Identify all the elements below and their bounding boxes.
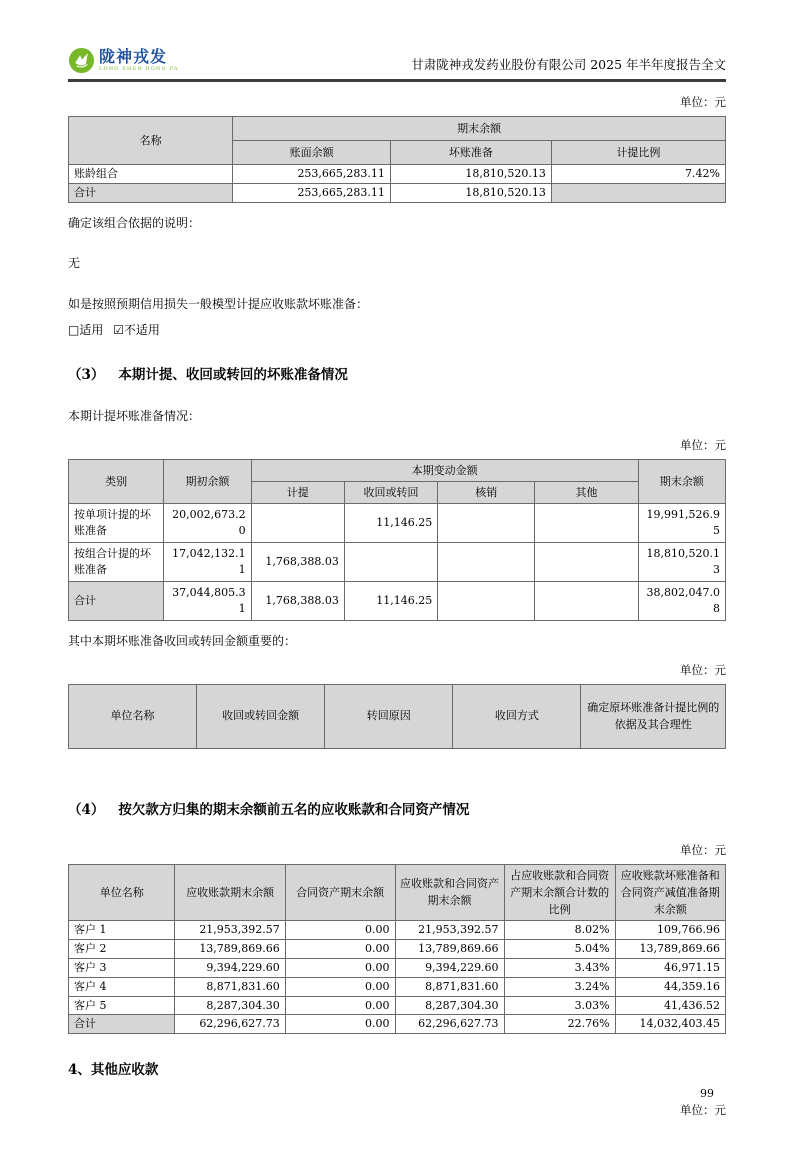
- aging-combination-table: [68, 116, 726, 203]
- col-header-proportion: 占应收账款和合同资产期末余额合计数的比例: [504, 864, 615, 920]
- total-balance-cell: 13,789,869.66: [395, 939, 504, 958]
- proportion-cell: 22.76%: [504, 1015, 615, 1034]
- unit-label: 单位：元: [680, 662, 726, 677]
- ar-balance-cell: 21,953,392.57: [175, 920, 285, 939]
- applicability-row: [68, 321, 726, 338]
- book-balance-cell: 253,665,283.11: [233, 165, 391, 184]
- col-header-written-off: 核销: [438, 482, 535, 504]
- recovered-cell: 11,146.25: [344, 504, 437, 543]
- total-balance-cell: 21,953,392.57: [395, 920, 504, 939]
- table-row: [69, 504, 726, 543]
- begin-cell: 17,042,132.11: [164, 542, 251, 581]
- proportion-cell: 5.04%: [504, 939, 615, 958]
- col-header-name: 名称: [69, 117, 233, 165]
- unit-label: 单位：元: [680, 1103, 726, 1118]
- none-text: 无: [68, 256, 81, 270]
- provision-cell: 46,971.15: [615, 958, 725, 977]
- col-header-category: 类别: [69, 460, 164, 504]
- table-row: [69, 939, 726, 958]
- col-header-book-balance: 账面余额: [233, 141, 391, 165]
- begin-cell: 37,044,805.31: [164, 581, 251, 620]
- proportion-cell: 3.24%: [504, 977, 615, 996]
- col-header-ar-and-ca-end-balance: 应收账款和合同资产期末余额: [395, 864, 504, 920]
- table-row: [69, 165, 726, 184]
- provision-cell: 13,789,869.66: [615, 939, 725, 958]
- accrued-cell: 1,768,388.03: [251, 581, 344, 620]
- bad-debt-cell: 18,810,520.13: [390, 165, 551, 184]
- unit-label: 单位：元: [680, 842, 726, 857]
- col-header-begin-balance: 期初余额: [164, 460, 251, 504]
- ar-balance-cell: 8,287,304.30: [175, 996, 285, 1015]
- other-cell: [535, 504, 638, 543]
- section-3-heading: （3） 本期计提、收回或转回的坏账准备情况: [68, 367, 348, 383]
- table-row: [69, 996, 726, 1015]
- ar-balance-cell: 9,394,229.60: [175, 958, 285, 977]
- category-cell: 按单项计提的坏账准备: [69, 504, 164, 543]
- col-header-unit-name: 单位名称: [69, 684, 197, 748]
- col-header-provision-end-balance: 应收账款坏账准备和合同资产减值准备期末余额: [615, 864, 725, 920]
- ca-balance-cell: 0.00: [285, 996, 395, 1015]
- provision-cell: 109,766.96: [615, 920, 725, 939]
- category-cell: 合计: [69, 581, 164, 620]
- proportion-cell: 3.43%: [504, 958, 615, 977]
- page-number: 99: [700, 1087, 714, 1100]
- provision-intro: 本期计提坏账准备情况：: [68, 409, 201, 423]
- table-row: [69, 920, 726, 939]
- col-header-recovered-amount: 收回或转回金额: [197, 684, 325, 748]
- table-total-row: [69, 1015, 726, 1034]
- recovered-cell: [344, 542, 437, 581]
- report-header: [68, 47, 726, 82]
- bad-debt-cell: 18,810,520.13: [390, 184, 551, 203]
- accrued-cell: 1,768,388.03: [251, 542, 344, 581]
- table-row: [69, 977, 726, 996]
- ratio-cell: [551, 184, 725, 203]
- ar-balance-cell: 13,789,869.66: [175, 939, 285, 958]
- col-header-reversal-reason: 转回原因: [325, 684, 453, 748]
- col-header-unit-name: 单位名称: [69, 864, 175, 920]
- ca-balance-cell: 0.00: [285, 939, 395, 958]
- brand-name-cn: 陇神戎发: [99, 47, 168, 66]
- proportion-cell: 8.02%: [504, 920, 615, 939]
- col-header-other: 其他: [535, 482, 638, 504]
- report-title: 甘肃陇神戎发药业股份有限公司 2025 年半年度报告全文: [411, 57, 726, 72]
- name-cell: 合计: [69, 184, 233, 203]
- ca-balance-cell: 0.00: [285, 920, 395, 939]
- table-row: [69, 542, 726, 581]
- table-total-row: [69, 581, 726, 620]
- begin-cell: 20,002,673.20: [164, 504, 251, 543]
- section-4-heading: （4） 按欠款方归集的期末余额前五名的应收账款和合同资产情况: [68, 801, 470, 818]
- written-off-cell: [438, 542, 535, 581]
- col-header-recovered: 收回或转回: [344, 482, 437, 504]
- logo-bird-icon: [68, 47, 95, 74]
- other-cell: [535, 581, 638, 620]
- group-header-ending-balance: 期末余额: [233, 117, 726, 141]
- book-balance-cell: 253,665,283.11: [233, 184, 391, 203]
- col-header-recovery-method: 收回方式: [453, 684, 581, 748]
- unit-label: 单位：元: [680, 438, 726, 452]
- name-cell: 账龄组合: [69, 165, 233, 184]
- provision-cell: 44,359.16: [615, 977, 725, 996]
- total-balance-cell: 8,287,304.30: [395, 996, 504, 1015]
- ar-balance-cell: 8,871,831.60: [175, 977, 285, 996]
- ca-balance-cell: 0.00: [285, 958, 395, 977]
- category-cell: 按组合计提的坏账准备: [69, 542, 164, 581]
- accrued-cell: [251, 504, 344, 543]
- unit-name-cell: 客户 5: [69, 996, 175, 1015]
- table-total-row: [69, 184, 726, 203]
- table-row: [69, 958, 726, 977]
- col-header-end-balance: 期末余额: [638, 460, 725, 504]
- checkbox-not-applicable: ☑不适用: [113, 323, 160, 337]
- ar-balance-cell: 62,296,627.73: [175, 1015, 285, 1034]
- written-off-cell: [438, 581, 535, 620]
- report-page: [0, 47, 793, 1169]
- recovered-cell: 11,146.25: [344, 581, 437, 620]
- unit-name-cell: 客户 4: [69, 977, 175, 996]
- total-balance-cell: 9,394,229.60: [395, 958, 504, 977]
- section-other-receivables-heading: 4、其他应收款: [68, 1062, 159, 1079]
- unit-name-cell: 客户 2: [69, 939, 175, 958]
- col-header-contract-asset-end-balance: 合同资产期末余额: [285, 864, 395, 920]
- ca-balance-cell: 0.00: [285, 977, 395, 996]
- model-note: 如是按照预期信用损失一般模型计提应收账款坏账准备：: [68, 297, 369, 311]
- col-header-ar-end-balance: 应收账款期末余额: [175, 864, 285, 920]
- unit-name-cell: 合计: [69, 1015, 175, 1034]
- company-logo: [68, 47, 179, 74]
- col-header-ratio: 计提比例: [551, 141, 725, 165]
- proportion-cell: 3.03%: [504, 996, 615, 1015]
- written-off-cell: [438, 504, 535, 543]
- col-header-accrued: 计提: [251, 482, 344, 504]
- total-balance-cell: 8,871,831.60: [395, 977, 504, 996]
- provision-cell: 14,032,403.45: [615, 1015, 725, 1034]
- top5-receivables-table: [68, 864, 726, 1035]
- brand-name-en: LONG SHEN RONG FA: [99, 66, 179, 72]
- basis-note: 确定该组合依据的说明：: [68, 216, 201, 230]
- end-cell: 19,991,526.95: [638, 504, 725, 543]
- unit-label: 单位：元: [680, 95, 726, 109]
- col-header-bad-debt: 坏账准备: [390, 141, 551, 165]
- provision-change-table: [68, 459, 726, 621]
- total-balance-cell: 62,296,627.73: [395, 1015, 504, 1034]
- checkbox-applicable: □适用: [68, 323, 104, 337]
- col-header-basis-rationale: 确定原坏账准备计提比例的依据及其合理性: [581, 684, 726, 748]
- ca-balance-cell: 0.00: [285, 1015, 395, 1034]
- ratio-cell: 7.42%: [551, 165, 725, 184]
- recovery-detail-table: [68, 684, 726, 749]
- end-cell: 38,802,047.08: [638, 581, 725, 620]
- unit-name-cell: 客户 1: [69, 920, 175, 939]
- end-cell: 18,810,520.13: [638, 542, 725, 581]
- recovery-note: 其中本期坏账准备收回或转回金额重要的：: [68, 633, 297, 648]
- unit-name-cell: 客户 3: [69, 958, 175, 977]
- provision-cell: 41,436.52: [615, 996, 725, 1015]
- group-header-period-change: 本期变动金额: [251, 460, 638, 482]
- other-cell: [535, 542, 638, 581]
